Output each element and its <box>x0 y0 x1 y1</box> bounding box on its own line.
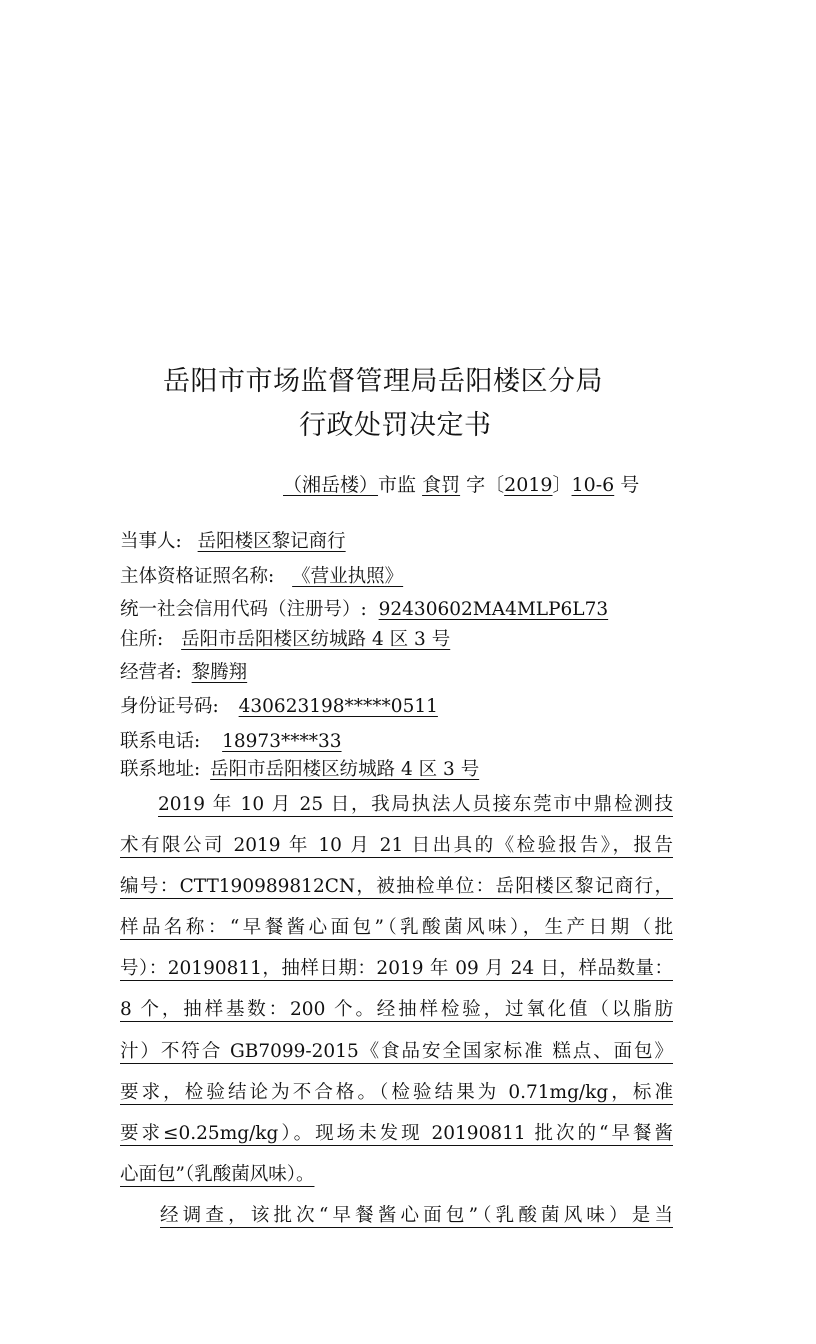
body-line: 8 个，抽样基数：200 个。经抽样检验，过氧化值（以脂肪 <box>120 999 673 1020</box>
credit-code-label: 统一社会信用代码（注册号）: <box>120 599 367 620</box>
operator-row <box>120 664 253 683</box>
document-number <box>283 476 639 495</box>
document-title-line1: 岳阳市市场监督管理局岳阳楼区分局 <box>163 366 603 397</box>
id-number-value: 430623198*****0511 <box>238 696 438 717</box>
license-value: 《营业执照》 <box>292 566 404 587</box>
doc-number-year: 2019 <box>504 474 553 496</box>
operator-value: 黎腾翔 <box>191 662 248 683</box>
address-row <box>120 631 462 650</box>
body-line: 要求≤0.25mg/kg）。现场未发现 20190811 批次的“早餐酱 <box>120 1123 673 1144</box>
document-title-line2: 行政处罚决定书 <box>299 410 492 441</box>
body-line: 2019 年 10 月 25 日，我局执法人员接东莞市中鼎检测技 <box>158 794 673 815</box>
license-label: 主体资格证照名称: <box>120 566 275 587</box>
phone-value: 18973****33 <box>222 731 342 752</box>
body-line: 要求，检验结论为不合格。（检验结果为 0.71mg/kg，标准 <box>120 1082 673 1103</box>
id-number-row <box>120 698 446 717</box>
body-line: 样品名称：“早餐酱心面包”（乳酸菌风味），生产日期（批 <box>120 917 673 938</box>
credit-code-value: 92430602MA4MLP6L73 <box>378 599 609 620</box>
id-number-label: 身份证号码: <box>120 696 219 717</box>
party-value: 岳阳楼区黎记商行 <box>197 531 346 552</box>
body-line: 号）：20190811，抽样日期：2019 年 09 月 24 日，样品数量： <box>120 958 673 979</box>
address-value: 岳阳市岳阳楼区纺城路 4 区 3 号 <box>181 629 451 650</box>
phone-row <box>120 733 356 752</box>
doc-number-seq: 10-6 <box>571 474 615 496</box>
credit-code-row <box>120 601 616 620</box>
party-row <box>120 533 370 552</box>
doc-number-zi: 字〔 <box>466 474 505 496</box>
body-paragraph-2: 经调查，该批次“早餐酱心面包”（乳酸菌风味）是当 <box>160 1205 673 1226</box>
doc-number-hao: 号 <box>620 474 640 496</box>
doc-number-middle: 市监 <box>378 474 417 496</box>
doc-number-prefix: （湘岳楼） <box>283 474 379 496</box>
body-line: 汁）不符合 GB7099-2015《食品安全国家标准 糕点、面包》 <box>120 1041 673 1062</box>
body-line: 术有限公司 2019 年 10 月 21 日出具的《检验报告》，报告 <box>120 835 673 856</box>
party-label: 当事人: <box>120 531 182 552</box>
operator-label: 经营者: <box>120 662 182 683</box>
address-label: 住所: <box>120 629 164 650</box>
contact-address-value: 岳阳市岳阳楼区纺城路 4 区 3 号 <box>210 759 480 780</box>
license-row <box>120 568 423 587</box>
contact-address-label: 联系地址: <box>120 759 201 780</box>
contact-address-row <box>120 761 481 780</box>
doc-number-bracket: 〕 <box>552 474 572 496</box>
body-line: 编号：CTT190989812CN，被抽检单位：岳阳楼区黎记商行， <box>120 876 673 897</box>
doc-number-type: 食罚 <box>422 474 461 496</box>
phone-label: 联系电话: <box>120 731 201 752</box>
body-line: 心面包”（乳酸菌风味）。 <box>120 1164 315 1185</box>
